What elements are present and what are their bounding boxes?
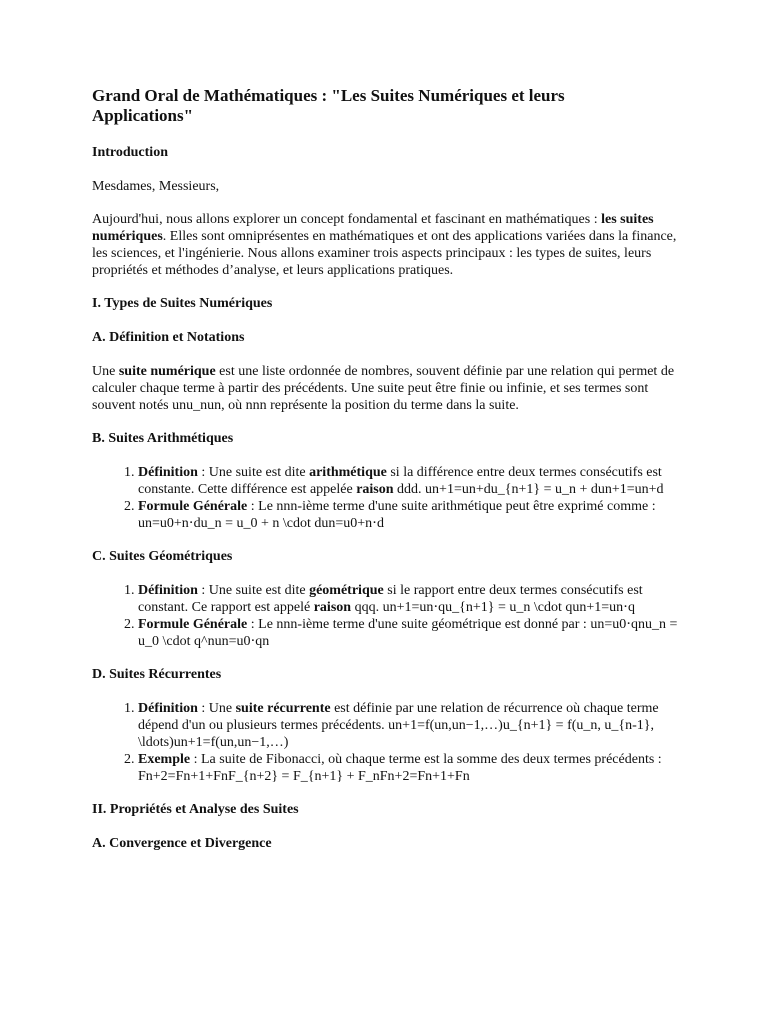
intro-paragraph (92, 211, 682, 279)
intro-text-b: . Elles sont omniprésentes en mathématiques et ont des applications variées dans la finance, les sciences, et l'ingénierie. Nous allons examiner trois aspects principaux : les types de suites, leurs propriétés et méthodes d’analyse, et leurs applications pratiques. (92, 229, 677, 278)
list-item (138, 464, 682, 498)
item-text: : Le nnn-ième terme d'une suite géométrique est donné par : un=u0⋅qnu_n = u_0 \cdot q^nun=u0⋅qn (138, 617, 678, 649)
intro-greeting: Mesdames, Messieurs, (92, 179, 220, 194)
arithmetic-list (92, 464, 682, 532)
item-bold-term: raison (313, 600, 352, 615)
section2-a-heading: A. Convergence et Divergence (92, 836, 272, 851)
recurrent-list (92, 700, 682, 785)
intro-heading: Introduction (92, 145, 168, 160)
item-text: si le rapport entre deux termes consécutifs est constant. Ce rapport est appelé (138, 583, 643, 615)
item-label: Définition (138, 583, 198, 598)
section2-heading: II. Propriétés et Analyse des Suites (92, 802, 299, 817)
item-label: Définition (138, 701, 198, 716)
section1-b-heading: B. Suites Arithmétiques (92, 431, 234, 446)
item-text: est définie par une relation de récurrence où chaque terme dépend d'un ou plusieurs termes précédents. un+1=f(un,un−1,…)u_{n+1} = f(u_n, u_{n-1}, \ldots)un+1=f(un,un−1,…) (138, 701, 659, 750)
item-text: ddd. un+1=un+du_{n+1} = u_n + dun+1=un+d (393, 482, 664, 497)
item-bold-term: raison (356, 482, 394, 497)
document-title: Grand Oral de Mathématiques : "Les Suites Numériques et leurs Applications" (92, 86, 565, 125)
item-text: : Une suite est dite (197, 583, 310, 598)
list-item (138, 751, 682, 785)
list-item (138, 616, 682, 650)
section1-a-heading: A. Définition et Notations (92, 330, 245, 345)
item-label: Exemple (138, 752, 191, 767)
list-item (138, 700, 682, 751)
item-text: : Le nnn-ième terme d'une suite arithmétique peut être exprimé comme : un=u0+n⋅du_n = u_0 + n \cdot dun=u0+n⋅d (138, 499, 656, 531)
item-label: Formule Générale (138, 499, 248, 514)
item-bold-term: géométrique (309, 583, 384, 598)
section1-heading: I. Types de Suites Numériques (92, 296, 273, 311)
item-label: Définition (138, 465, 198, 480)
item-bold-term: suite récurrente (235, 701, 331, 716)
section1-c-heading: C. Suites Géométriques (92, 549, 233, 564)
item-text: si la différence entre deux termes consécutifs est constante. Cette différence est appelée (138, 465, 662, 497)
section1-d-heading: D. Suites Récurrentes (92, 667, 222, 682)
intro-text-a: Aujourd'hui, nous allons explorer un concept fondamental et fascinant en mathématiques : (92, 212, 602, 227)
item-text: : Une suite est dite (197, 465, 310, 480)
list-item (138, 498, 682, 532)
geometric-list (92, 582, 682, 650)
intro-bold-term: les suites numériques (92, 212, 654, 244)
item-text: qqq. un+1=un⋅qu_{n+1} = u_n \cdot qun+1=un⋅q (351, 600, 635, 615)
item-text: : La suite de Fibonacci, où chaque terme est la somme des deux termes précédents : Fn+2=Fn+1+FnF_{n+2} = F_{n+1} + F_nFn+2=Fn+1+Fn (138, 752, 662, 784)
item-bold-term: arithmétique (309, 465, 387, 480)
item-label: Formule Générale (138, 617, 248, 632)
section1-a-paragraph (92, 363, 682, 414)
item-text: : Une (197, 701, 236, 716)
list-item (138, 582, 682, 616)
section1-a-text-b: est une liste ordonnée de nombres, souvent définie par une relation qui permet de calculer chaque terme à partir des précédents. Une suite peut être finie ou infinie, et ses termes sont souvent notés unu_nun, où nnn représente la position du terme dans la suite. (92, 364, 675, 413)
section1-a-text-a: Une (92, 364, 119, 379)
section1-a-bold-term: suite numérique (118, 364, 216, 379)
